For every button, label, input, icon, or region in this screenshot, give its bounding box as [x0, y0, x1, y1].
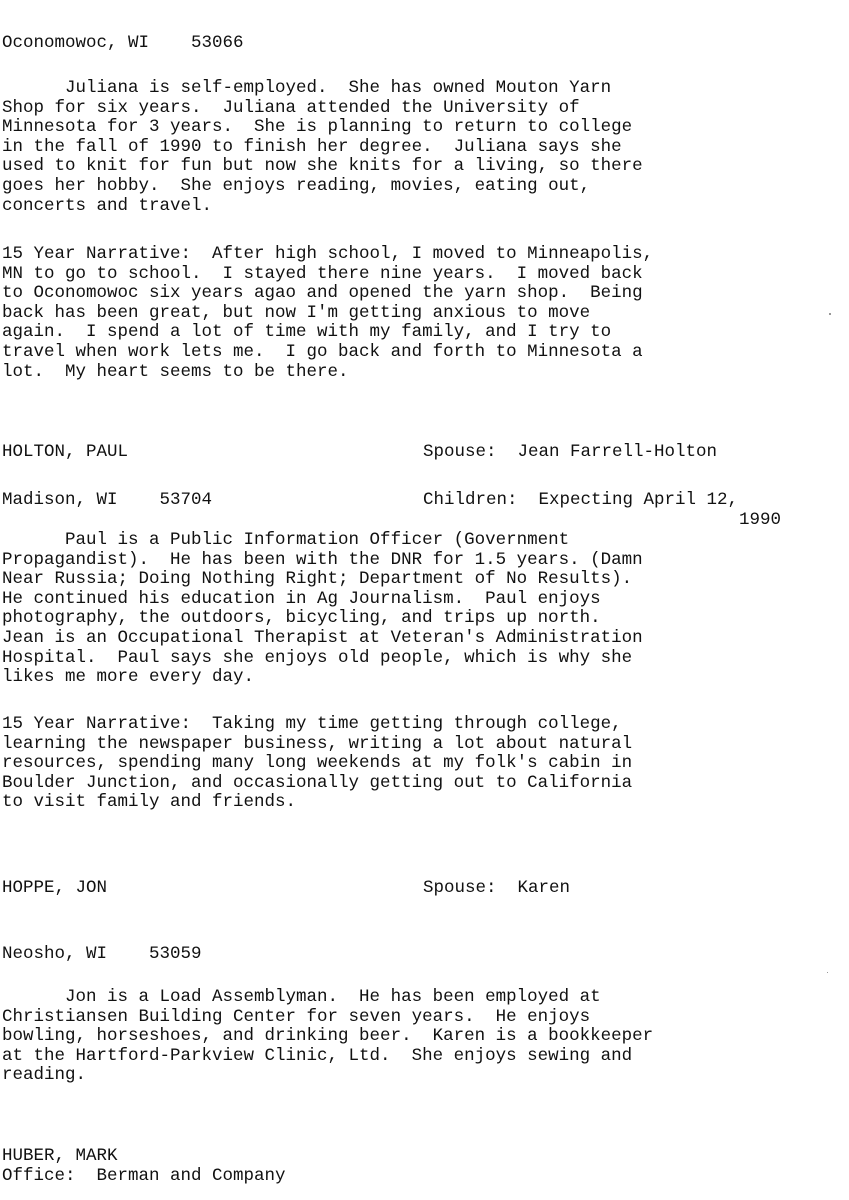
text-line: goes her hobby. She enjoys reading, movies, eating out, [2, 176, 591, 196]
text-line: in the fall of 1990 to finish her degree. Juliana says she [2, 136, 622, 157]
text-line: again. I spend a lot of time with my family, and I try to [2, 322, 612, 343]
entry-name: HUBER, MARK [2, 1146, 118, 1166]
text-line: 15 Year Narrative: After high school, I moved to Minneapolis, [2, 244, 654, 264]
text-line: Minnesota for 3 years. She is planning to return to college [2, 117, 633, 138]
spouse-field: Spouse: Karen [423, 878, 571, 898]
text-line: bowling, horseshoes, and drinking beer. Karen is a bookkeeper [2, 1026, 654, 1047]
text-line: Boulder Junction, and occasionally getting out to California [2, 772, 633, 793]
text-line: Paul is a Public Information Officer (Government [2, 530, 570, 550]
text-line: back has been great, but now I'm getting anxious to move [2, 302, 591, 323]
text-line: photography, the outdoors, bicycling, and trips up north. [2, 608, 601, 629]
text-line: to visit family and friends. [2, 792, 297, 813]
office-field: Office: Berman and Company [2, 1165, 286, 1186]
spouse-field: Spouse: Jean Farrell-Holton [423, 442, 718, 462]
children-field-continued: 1990 [739, 509, 782, 530]
text-line: Shop for six years. Juliana attended the University of [2, 97, 580, 118]
text-line: Propagandist). He has been with the DNR for 1.5 years. (Damn [2, 549, 643, 570]
text-line: resources, spending many long weekends at my folk's cabin in [2, 753, 633, 774]
text-line: Juliana is self-employed. She has owned Mouton Yarn [2, 78, 612, 98]
entry-name: HOPPE, JON [2, 878, 108, 898]
text-line: at the Hartford-Parkview Clinic, Ltd. She enjoys sewing and [2, 1045, 633, 1066]
text-line: concerts and travel. [2, 195, 213, 216]
text-line: MN to go to school. I stayed there nine years. I moved back [2, 263, 643, 284]
text-line: to Oconomowoc six years agao and opened the yarn shop. Being [2, 283, 643, 304]
entry-name: HOLTON, PAUL [2, 442, 129, 462]
text-line: travel when work lets me. I go back and forth to Minnesota a [2, 342, 643, 362]
text-line: Near Russia; Doing Nothing Right; Department of No Results). [2, 569, 633, 590]
text-line: reading. [2, 1065, 87, 1086]
text-line: lot. My heart seems to be there. [2, 361, 349, 382]
text-line: 15 Year Narrative: Taking my time getting through college, [2, 714, 622, 734]
location-oconomowoc: Oconomowoc, WI 53066 [2, 33, 244, 53]
entry-location: Neosho, WI 53059 [2, 944, 202, 964]
children-field: Children: Expecting April 12, [423, 490, 739, 510]
entry-location: Madison, WI 53704 [2, 490, 213, 510]
text-line: He continued his education in Ag Journalism. Paul enjoys [2, 588, 601, 609]
text-line: Jean is an Occupational Therapist at Veteran's Administration [2, 628, 643, 648]
text-line: used to knit for fun but now she knits for a living, so there [2, 156, 643, 177]
text-line: Jon is a Load Assemblyman. He has been employed at [2, 987, 601, 1007]
scan-speck [829, 313, 831, 315]
text-line: likes me more every day. [2, 667, 255, 688]
scan-speck [827, 972, 828, 973]
text-line: learning the newspaper business, writing a lot about natural [2, 733, 633, 754]
text-line: Christiansen Building Center for seven years. He enjoys [2, 1006, 591, 1027]
text-line: Hospital. Paul says she enjoys old people, which is why she [2, 647, 633, 668]
